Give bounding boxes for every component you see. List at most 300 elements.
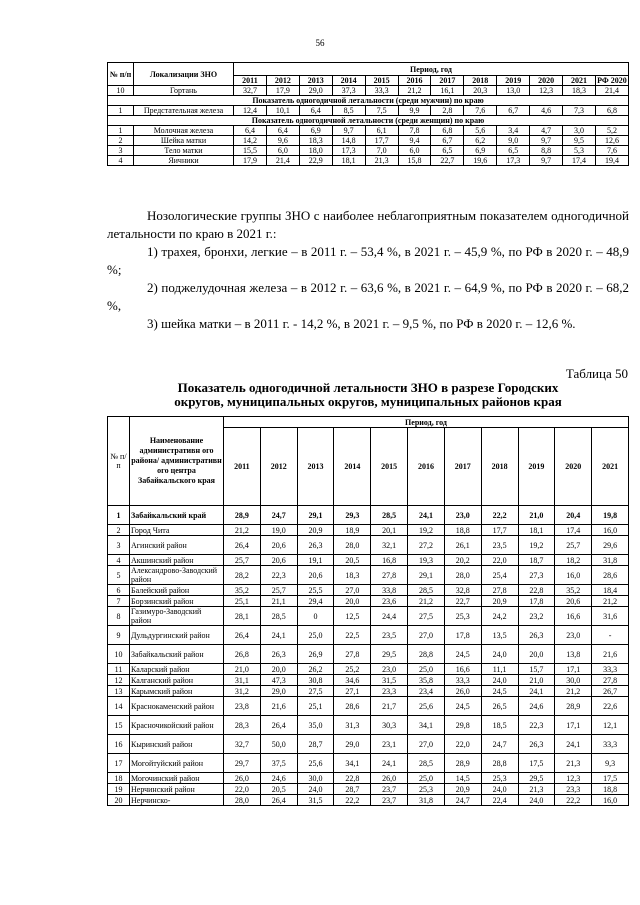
value-cell: 15,5 — [234, 146, 267, 156]
row-number: 16 — [108, 735, 130, 754]
value-cell: 24,6 — [518, 697, 555, 716]
value-cell: 29,3 — [334, 506, 371, 525]
value-cell: 16,6 — [444, 664, 481, 675]
table-row — [108, 626, 629, 645]
value-cell: 33,3 — [592, 664, 629, 675]
value-cell: 22,2 — [555, 795, 592, 806]
col-period-header: Период, год — [234, 63, 629, 76]
value-cell: 17,5 — [518, 754, 555, 773]
value-cell: 28,8 — [408, 645, 445, 664]
value-cell: 31,6 — [592, 607, 629, 626]
value-cell: 20,4 — [555, 506, 592, 525]
value-cell: 23,0 — [555, 626, 592, 645]
value-cell: 24,0 — [297, 784, 334, 795]
value-cell: 26,3 — [260, 645, 297, 664]
value-cell: 35,2 — [555, 585, 592, 596]
table-row — [108, 106, 629, 116]
value-cell: 31,1 — [224, 675, 261, 686]
year-header: 2014 — [334, 428, 371, 506]
row-number: 14 — [108, 697, 130, 716]
value-cell: 16,0 — [592, 795, 629, 806]
value-cell: 22,4 — [481, 795, 518, 806]
value-cell: 18,1 — [332, 156, 365, 166]
value-cell: 24,1 — [260, 626, 297, 645]
row-number: 2 — [108, 136, 134, 146]
paragraph-item-3: 3) шейка матки – в 2011 г. - 14,2 %, в 2021 г. – 9,5 %, по РФ в 2020 г. – 12,6 %. — [147, 316, 576, 331]
value-cell: 18,5 — [481, 716, 518, 735]
value-cell: 12,6 — [595, 136, 628, 146]
value-cell: 6,8 — [431, 126, 464, 136]
value-cell: 17,8 — [518, 596, 555, 607]
value-cell: 9,9 — [398, 106, 431, 116]
value-cell: - — [592, 626, 629, 645]
value-cell: 6,8 — [595, 106, 628, 116]
value-cell: 6,5 — [497, 146, 530, 156]
year-header: 2015 — [365, 76, 398, 86]
table-row — [108, 566, 629, 585]
row-number: 10 — [108, 645, 130, 664]
table-row — [108, 675, 629, 686]
year-header: 2012 — [260, 428, 297, 506]
value-cell: 16,1 — [431, 86, 464, 96]
district-name: Кыринский район — [130, 735, 224, 754]
localization-name: Предстательная железа — [134, 106, 234, 116]
value-cell: 27,1 — [334, 686, 371, 697]
value-cell: 24,5 — [481, 686, 518, 697]
value-cell: 23,5 — [371, 626, 408, 645]
value-cell: 29,7 — [224, 754, 261, 773]
value-cell: 28,8 — [481, 754, 518, 773]
value-cell: 29,0 — [299, 86, 332, 96]
row-number: 18 — [108, 773, 130, 784]
paragraph-item-1: 1) трахея, бронхи, легкие – в 2011 г. – 53,4 %, в 2021 г. – 45,9 %, по РФ в 2020 г. – 48,9 %; — [107, 244, 629, 277]
value-cell: 5,6 — [464, 126, 497, 136]
value-cell: 26,7 — [592, 686, 629, 697]
row-number: 9 — [108, 626, 130, 645]
value-cell: 24,7 — [444, 795, 481, 806]
value-cell: 18,3 — [299, 136, 332, 146]
section-row — [108, 96, 629, 106]
value-cell: 22,0 — [444, 735, 481, 754]
value-cell: 26,4 — [224, 626, 261, 645]
value-cell: 14,2 — [234, 136, 267, 146]
row-number: 15 — [108, 716, 130, 735]
value-cell: 25,3 — [481, 773, 518, 784]
value-cell: 22,7 — [431, 156, 464, 166]
value-cell: 20,6 — [555, 596, 592, 607]
value-cell: 24,4 — [371, 607, 408, 626]
district-name: Забайкальский район — [130, 645, 224, 664]
value-cell: 23,6 — [371, 596, 408, 607]
value-cell: 17,9 — [266, 86, 299, 96]
value-cell: 10,1 — [266, 106, 299, 116]
value-cell: 28,0 — [224, 795, 261, 806]
value-cell: 22,6 — [592, 697, 629, 716]
value-cell: 25,7 — [555, 536, 592, 555]
value-cell: 6,2 — [464, 136, 497, 146]
district-name: Дульдургинский район — [130, 626, 224, 645]
value-cell: 9,3 — [592, 754, 629, 773]
value-cell: 28,5 — [408, 585, 445, 596]
row-number: 5 — [108, 566, 130, 585]
value-cell: 13,5 — [481, 626, 518, 645]
row-number: 17 — [108, 754, 130, 773]
value-cell: 25,0 — [408, 664, 445, 675]
year-header: 2019 — [497, 76, 530, 86]
district-name: Балейский район — [130, 585, 224, 596]
value-cell: 17,5 — [592, 773, 629, 784]
paragraph-intro: Нозологические группы ЗНО с наиболее неблагоприятным показателем одногодичной летальности по краю в 2021 г.: — [107, 208, 629, 241]
value-cell: 29,1 — [297, 506, 334, 525]
value-cell: 7,0 — [365, 146, 398, 156]
value-cell: 24,0 — [481, 645, 518, 664]
value-cell: 33,8 — [371, 585, 408, 596]
value-cell: 6,0 — [398, 146, 431, 156]
value-cell: 7,6 — [464, 106, 497, 116]
table-row — [108, 156, 629, 166]
value-cell: 9,0 — [497, 136, 530, 146]
value-cell: 15,8 — [398, 156, 431, 166]
value-cell: 21,4 — [595, 86, 628, 96]
value-cell: 25,3 — [444, 607, 481, 626]
value-cell: 31,3 — [334, 716, 371, 735]
table-title — [107, 381, 629, 409]
value-cell: 18,9 — [334, 525, 371, 536]
value-cell: 21,2 — [592, 596, 629, 607]
value-cell: 23,8 — [224, 697, 261, 716]
year-header: 2012 — [266, 76, 299, 86]
table-row — [108, 735, 629, 754]
value-cell: 34,1 — [408, 716, 445, 735]
value-cell: 30,3 — [371, 716, 408, 735]
value-cell: 29,5 — [518, 773, 555, 784]
value-cell: 18,3 — [334, 566, 371, 585]
value-cell: 26,1 — [444, 536, 481, 555]
district-name: Карымский район — [130, 686, 224, 697]
district-name: Калганский район — [130, 675, 224, 686]
value-cell: 24,1 — [518, 686, 555, 697]
value-cell: 18,3 — [563, 86, 596, 96]
table-title-line-1: Показатель одногодичной летальности ЗНО в разрезе Городских — [177, 380, 559, 395]
value-cell: 23,1 — [371, 735, 408, 754]
value-cell: 24,1 — [555, 735, 592, 754]
value-cell: 6,1 — [365, 126, 398, 136]
value-cell: 19,2 — [518, 536, 555, 555]
value-cell: 21,4 — [266, 156, 299, 166]
value-cell: 24,0 — [481, 784, 518, 795]
value-cell: 20,5 — [260, 784, 297, 795]
value-cell: 2,8 — [431, 106, 464, 116]
district-name: Краснокаменский район — [130, 697, 224, 716]
value-cell: 26,4 — [260, 716, 297, 735]
year-header: 2021 — [592, 428, 629, 506]
value-cell: 26,9 — [297, 645, 334, 664]
value-cell: 29,8 — [444, 716, 481, 735]
value-cell: 28,7 — [297, 735, 334, 754]
value-cell: 24,5 — [444, 697, 481, 716]
value-cell: 11,1 — [481, 664, 518, 675]
value-cell: 24,6 — [260, 773, 297, 784]
value-cell: 24,2 — [481, 607, 518, 626]
value-cell: 22,9 — [299, 156, 332, 166]
value-cell: 26,0 — [371, 773, 408, 784]
value-cell: 17,9 — [234, 156, 267, 166]
value-cell: 17,4 — [563, 156, 596, 166]
value-cell: 19,2 — [408, 525, 445, 536]
district-name: Александрово-Заводский район — [130, 566, 224, 585]
table-row — [108, 716, 629, 735]
year-header: 2014 — [332, 76, 365, 86]
value-cell: 31,2 — [224, 686, 261, 697]
value-cell: 9,4 — [398, 136, 431, 146]
table-caption: Таблица 50 — [565, 366, 628, 381]
value-cell: 33,3 — [444, 675, 481, 686]
row-number: 13 — [108, 686, 130, 697]
value-cell: 50,0 — [260, 735, 297, 754]
value-cell: 4,6 — [530, 106, 563, 116]
value-cell: 7,5 — [365, 106, 398, 116]
district-name: Борзинский район — [130, 596, 224, 607]
value-cell: 29,1 — [408, 566, 445, 585]
year-header: РФ 2020 — [597, 76, 627, 85]
value-cell: 23,7 — [371, 795, 408, 806]
row-number: 12 — [108, 675, 130, 686]
value-cell: 25,6 — [408, 697, 445, 716]
value-cell: 5,3 — [563, 146, 596, 156]
year-header: 2018 — [481, 428, 518, 506]
value-cell: 27,8 — [371, 566, 408, 585]
value-cell: 21,1 — [260, 596, 297, 607]
value-cell: 25,4 — [481, 566, 518, 585]
value-cell: 21,6 — [592, 645, 629, 664]
localization-name: Яичники — [134, 156, 234, 166]
value-cell: 18,8 — [444, 525, 481, 536]
col-district-name-header: Наименование административн ого района/ административн ого центра Забайкальского края — [130, 417, 224, 506]
value-cell: 28,0 — [334, 536, 371, 555]
col-number-header: № п/п — [108, 417, 130, 506]
value-cell: 28,5 — [371, 506, 408, 525]
value-cell: 0 — [297, 607, 334, 626]
table-row — [108, 555, 629, 566]
value-cell: 31,5 — [297, 795, 334, 806]
value-cell: 20,5 — [334, 555, 371, 566]
value-cell: 18,0 — [299, 146, 332, 156]
value-cell: 28,6 — [592, 566, 629, 585]
table-row — [108, 784, 629, 795]
value-cell: 20,6 — [260, 555, 297, 566]
value-cell: 29,5 — [371, 645, 408, 664]
year-header: 2013 — [299, 76, 332, 86]
value-cell: 26,4 — [224, 536, 261, 555]
value-cell: 18,2 — [555, 555, 592, 566]
value-cell: 6,7 — [431, 136, 464, 146]
row-number: 19 — [108, 784, 130, 795]
year-header: 2020 — [555, 428, 592, 506]
value-cell: 24,7 — [481, 735, 518, 754]
row-number: 3 — [108, 146, 134, 156]
value-cell: 27,8 — [481, 585, 518, 596]
value-cell: 24,0 — [518, 795, 555, 806]
value-cell: 25,2 — [334, 664, 371, 675]
table-row — [108, 773, 629, 784]
value-cell: 3,0 — [563, 126, 596, 136]
row-number: 11 — [108, 664, 130, 675]
value-cell: 9,7 — [530, 136, 563, 146]
value-cell: 20,9 — [481, 596, 518, 607]
value-cell: 21,0 — [518, 675, 555, 686]
page-number: 56 — [315, 38, 325, 48]
value-cell: 24,5 — [444, 645, 481, 664]
col-localization-header: Локализации ЗНО — [134, 63, 234, 86]
year-header: 2020 — [530, 76, 563, 86]
table-row — [108, 664, 629, 675]
value-cell: 27,0 — [408, 735, 445, 754]
year-header: 2017 — [444, 428, 481, 506]
value-cell: 23,2 — [518, 607, 555, 626]
value-cell: 17,8 — [444, 626, 481, 645]
value-cell: 27,8 — [334, 645, 371, 664]
value-cell: 26,0 — [224, 773, 261, 784]
value-cell: 21,2 — [555, 686, 592, 697]
value-cell: 21,3 — [555, 754, 592, 773]
value-cell: 21,2 — [408, 596, 445, 607]
value-cell: 7,8 — [398, 126, 431, 136]
year-header: 2018 — [464, 76, 497, 86]
value-cell: 4,7 — [530, 126, 563, 136]
value-cell: 6,5 — [431, 146, 464, 156]
value-cell: 16,0 — [592, 525, 629, 536]
value-cell: 20,6 — [260, 536, 297, 555]
value-cell: 24,1 — [371, 754, 408, 773]
value-cell: 26,0 — [444, 686, 481, 697]
value-cell: 28,2 — [224, 566, 261, 585]
value-cell: 28,0 — [444, 566, 481, 585]
value-cell: 6,9 — [464, 146, 497, 156]
value-cell: 9,7 — [332, 126, 365, 136]
table-row — [108, 536, 629, 555]
year-header: 2015 — [371, 428, 408, 506]
value-cell: 20,1 — [371, 525, 408, 536]
value-cell: 27,3 — [518, 566, 555, 585]
value-cell: 22,2 — [481, 506, 518, 525]
value-cell: 12,1 — [592, 716, 629, 735]
value-cell: 3,4 — [497, 126, 530, 136]
value-cell: 17,3 — [497, 156, 530, 166]
value-cell: 19,8 — [592, 506, 629, 525]
value-cell: 16,8 — [371, 555, 408, 566]
value-cell: 13,8 — [555, 645, 592, 664]
value-cell: 24,1 — [408, 506, 445, 525]
value-cell: 18,1 — [518, 525, 555, 536]
value-cell: 28,1 — [224, 607, 261, 626]
value-cell: 22,8 — [518, 585, 555, 596]
value-cell: 22,0 — [481, 555, 518, 566]
value-cell: 9,6 — [266, 136, 299, 146]
localization-name: Шейка матки — [134, 136, 234, 146]
value-cell: 19,3 — [408, 555, 445, 566]
value-cell: 7,3 — [563, 106, 596, 116]
section-row — [108, 116, 629, 126]
value-cell: 29,0 — [334, 735, 371, 754]
value-cell: 17,1 — [555, 716, 592, 735]
table-row — [108, 686, 629, 697]
value-cell: 20,9 — [444, 784, 481, 795]
districts-table — [107, 416, 629, 806]
value-cell: 12,3 — [530, 86, 563, 96]
value-cell: 37,3 — [332, 86, 365, 96]
table-row — [108, 697, 629, 716]
value-cell: 32,7 — [234, 86, 267, 96]
value-cell: 9,5 — [563, 136, 596, 146]
value-cell: 35,2 — [224, 585, 261, 596]
value-cell: 18,4 — [592, 585, 629, 596]
value-cell: 27,2 — [408, 536, 445, 555]
district-name: Красночикойский район — [130, 716, 224, 735]
localization-table — [107, 62, 629, 166]
value-cell: 29,6 — [592, 536, 629, 555]
value-cell: 28,3 — [224, 716, 261, 735]
value-cell: 21,0 — [224, 664, 261, 675]
table-row — [108, 86, 629, 96]
value-cell: 30,0 — [297, 773, 334, 784]
table-row — [108, 795, 629, 806]
year-header: 2013 — [297, 428, 334, 506]
row-number: 1 — [108, 106, 134, 116]
value-cell: 28,5 — [408, 754, 445, 773]
value-cell: 16,0 — [555, 566, 592, 585]
value-cell: 21,2 — [398, 86, 431, 96]
value-cell: 28,7 — [334, 784, 371, 795]
value-cell: 23,7 — [371, 784, 408, 795]
value-cell: 19,4 — [595, 156, 628, 166]
value-cell: 18,8 — [592, 784, 629, 795]
value-cell: 35,8 — [408, 675, 445, 686]
value-cell: 23,3 — [371, 686, 408, 697]
value-cell: 25,7 — [260, 585, 297, 596]
table-row — [108, 607, 629, 626]
value-cell: 22,5 — [334, 626, 371, 645]
value-cell: 25,7 — [224, 555, 261, 566]
district-name: Город Чита — [130, 525, 224, 536]
value-cell: 35,0 — [297, 716, 334, 735]
value-cell: 19,1 — [297, 555, 334, 566]
value-cell: 20,3 — [464, 86, 497, 96]
value-cell: 23,0 — [444, 506, 481, 525]
localization-name: Гортань — [134, 86, 234, 96]
value-cell: 26,3 — [297, 536, 334, 555]
row-number: 4 — [108, 555, 130, 566]
value-cell: 8,5 — [332, 106, 365, 116]
value-cell: 6,0 — [266, 146, 299, 156]
district-name: Каларский район — [130, 664, 224, 675]
value-cell: 8,8 — [530, 146, 563, 156]
row-number: 20 — [108, 795, 130, 806]
localization-name: Тело матки — [134, 146, 234, 156]
value-cell: 21,7 — [371, 697, 408, 716]
value-cell: 22,0 — [224, 784, 261, 795]
table-row — [108, 126, 629, 136]
value-cell: 20,0 — [518, 645, 555, 664]
year-header: 2011 — [234, 76, 267, 86]
value-cell: 21,0 — [518, 506, 555, 525]
value-cell: 32,8 — [444, 585, 481, 596]
value-cell: 12,3 — [555, 773, 592, 784]
localization-name: Молочная железа — [134, 126, 234, 136]
year-header: 2016 — [398, 76, 431, 86]
row-number: 4 — [108, 156, 134, 166]
district-name: Могочинский район — [130, 773, 224, 784]
value-cell: 33,3 — [592, 735, 629, 754]
